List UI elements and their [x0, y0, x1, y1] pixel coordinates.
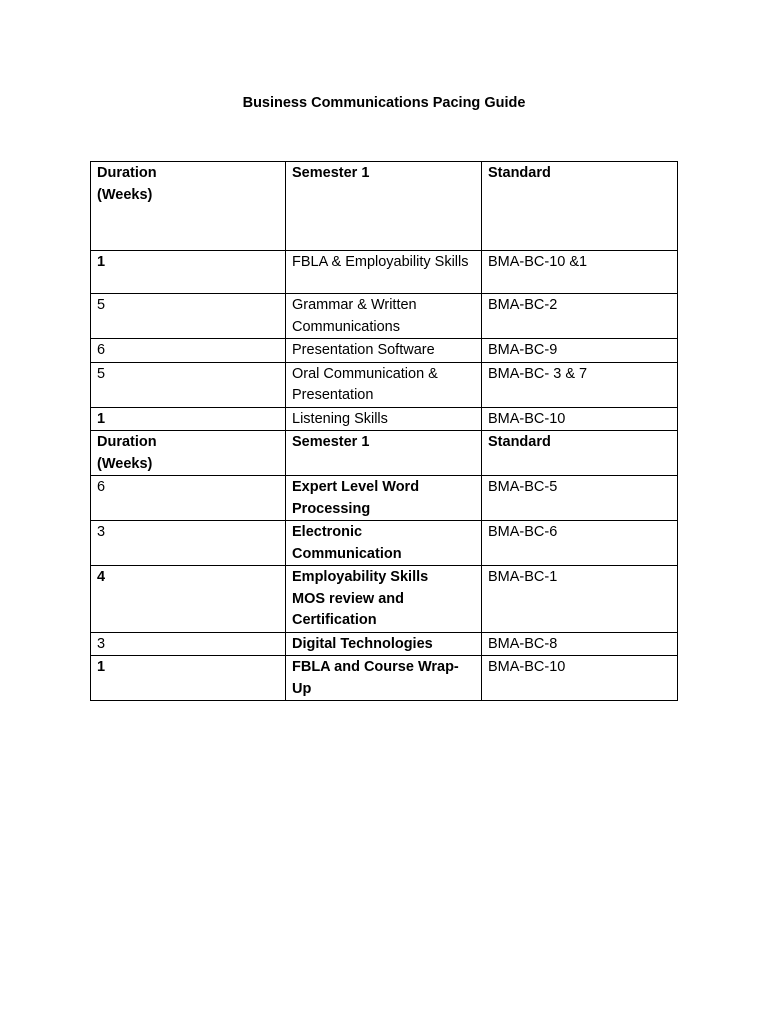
header-standard: Standard — [482, 431, 678, 476]
topic-cell: Employability Skills MOS review and Certification — [286, 566, 482, 633]
pacing-guide-table — [90, 161, 678, 701]
standard-cell: BMA-BC-10 — [482, 656, 678, 701]
table-row — [91, 476, 678, 521]
table-row — [91, 339, 678, 363]
table-row — [91, 632, 678, 656]
standard-cell: BMA-BC-6 — [482, 521, 678, 566]
topic-cell: Expert Level Word Processing — [286, 476, 482, 521]
duration-cell: 6 — [91, 339, 286, 363]
topic-cell: Grammar & Written Communications — [286, 294, 482, 339]
duration-cell: 3 — [91, 521, 286, 566]
page-title: Business Communications Pacing Guide — [242, 95, 526, 111]
standard-cell: BMA-BC-10 &1 — [482, 251, 678, 294]
topic-cell: Oral Communication & Presentation — [286, 362, 482, 407]
table-row — [91, 362, 678, 407]
topic-cell: FBLA & Employability Skills — [286, 251, 482, 294]
topic-cell: Digital Technologies — [286, 632, 482, 656]
table-row — [91, 294, 678, 339]
header-standard: Standard — [482, 162, 678, 251]
table-header-row — [91, 162, 678, 251]
table-row — [91, 407, 678, 431]
duration-cell: 1 — [91, 407, 286, 431]
standard-cell: BMA-BC-8 — [482, 632, 678, 656]
topic-cell: FBLA and Course Wrap-Up — [286, 656, 482, 701]
duration-cell: 3 — [91, 632, 286, 656]
table-row — [91, 251, 678, 294]
standard-cell: BMA-BC-1 — [482, 566, 678, 633]
header-semester: Semester 1 — [286, 162, 482, 251]
duration-cell: 5 — [91, 294, 286, 339]
topic-cell: Electronic Communication — [286, 521, 482, 566]
table-header-row — [91, 431, 678, 476]
table-row — [91, 656, 678, 701]
standard-cell: BMA-BC-2 — [482, 294, 678, 339]
duration-cell: 4 — [91, 566, 286, 633]
standard-cell: BMA-BC- 3 & 7 — [482, 362, 678, 407]
topic-cell: Listening Skills — [286, 407, 482, 431]
duration-cell: 5 — [91, 362, 286, 407]
duration-cell: 6 — [91, 476, 286, 521]
duration-cell: 1 — [91, 656, 286, 701]
header-duration: Duration (Weeks) — [91, 431, 286, 476]
standard-cell: BMA-BC-9 — [482, 339, 678, 363]
duration-cell: 1 — [91, 251, 286, 294]
standard-cell: BMA-BC-5 — [482, 476, 678, 521]
header-duration: Duration (Weeks) — [91, 162, 286, 251]
table-row — [91, 521, 678, 566]
table-row — [91, 566, 678, 633]
standard-cell: BMA-BC-10 — [482, 407, 678, 431]
header-semester: Semester 1 — [286, 431, 482, 476]
topic-cell: Presentation Software — [286, 339, 482, 363]
